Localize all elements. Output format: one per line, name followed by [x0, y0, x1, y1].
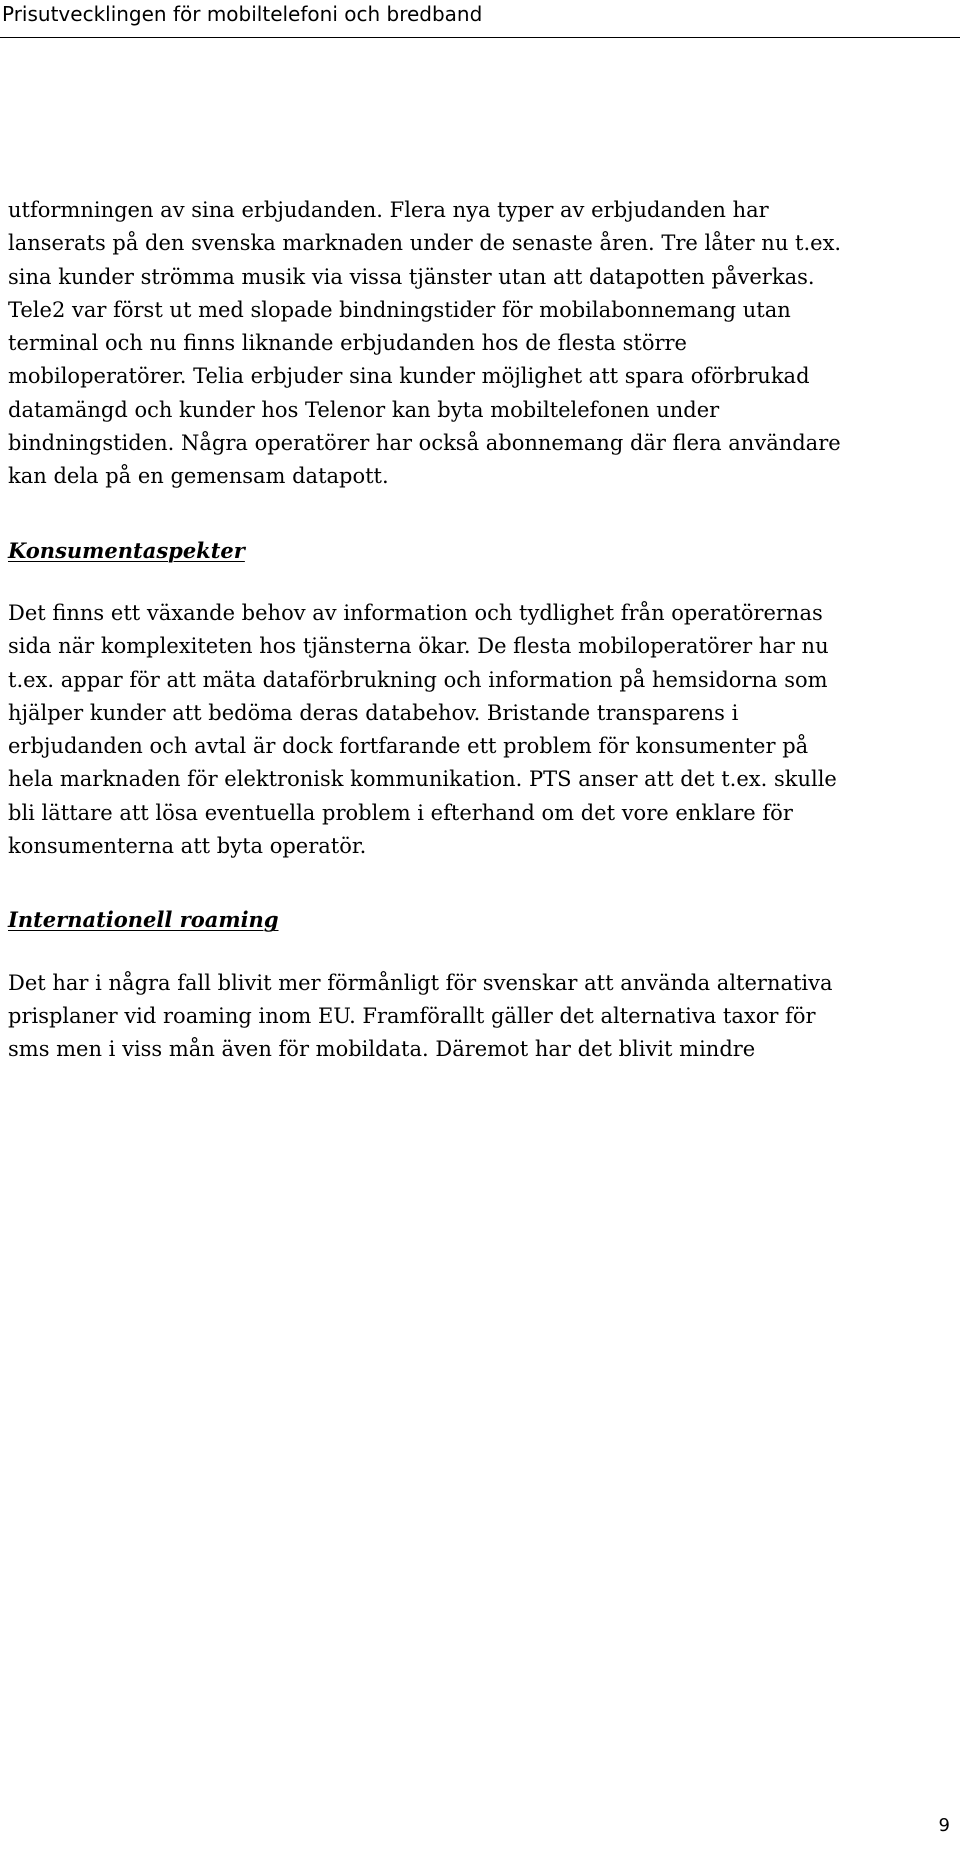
text-line: utformningen av sina erbjudanden. Flera nya typer av erbjudanden har: [8, 198, 769, 222]
paragraph-internationell-roaming: [8, 967, 958, 1067]
text-line: Det har i några fall blivit mer förmånligt för svenskar att använda alternativa: [8, 970, 833, 995]
text-line: sina kunder strömma musik via vissa tjänster utan att datapotten påverkas.: [8, 264, 815, 289]
text-line: konsumenterna att byta operatör.: [8, 834, 367, 859]
running-header: [0, 0, 960, 38]
text-line: lanserats på den svenska marknaden under de senaste åren. Tre låter nu t.ex.: [8, 231, 842, 256]
document-body: [8, 194, 958, 1067]
text-line: hela marknaden för elektronisk kommunikation. PTS anser att det t.ex. skulle: [8, 767, 837, 792]
text-line: Det finns ett växande behov av information och tydlighet från operatörernas: [8, 600, 823, 625]
text-line: mobiloperatörer. Telia erbjuder sina kunder möjlighet att spara oförbrukad: [8, 364, 810, 389]
running-header-title: Prisutvecklingen för mobiltelefoni och bredband: [2, 2, 483, 26]
paragraph-intro: [8, 194, 958, 494]
text-line: Tele2 var först ut med slopade bindningstider för mobilabonnemang utan: [8, 297, 791, 322]
section-heading-konsumentaspekter: Konsumentaspekter: [8, 537, 245, 563]
text-line: erbjudanden och avtal är dock fortfarande ett problem för konsumenter på: [8, 734, 809, 759]
page-number: 9: [938, 1815, 950, 1836]
text-line: t.ex. appar för att mäta dataförbrukning och information på hemsidorna som: [8, 667, 828, 692]
text-line: sms men i viss mån även för mobildata. Däremot har det blivit mindre: [8, 1037, 756, 1062]
paragraph-konsumentaspekter: [8, 597, 958, 863]
text-line: terminal och nu finns liknande erbjudanden hos de flesta större: [8, 331, 687, 356]
text-line: datamängd och kunder hos Telenor kan byta mobiltelefonen under: [8, 397, 720, 422]
text-line: kan dela på en gemensam datapott.: [8, 464, 389, 489]
text-line: prisplaner vid roaming inom EU. Framförallt gäller det alternativa taxor för: [8, 1003, 816, 1028]
text-line: sida när komplexiteten hos tjänsterna ökar. De flesta mobiloperatörer har nu: [8, 634, 829, 659]
section-heading-internationell-roaming: Internationell roaming: [8, 907, 279, 933]
text-line: hjälper kunder att bedöma deras databehov. Bristande transparens i: [8, 700, 739, 725]
text-line: bli lättare att lösa eventuella problem i efterhand om det vore enklare för: [8, 800, 793, 825]
text-line: bindningstiden. Några operatörer har också abonnemang där flera användare: [8, 431, 841, 456]
